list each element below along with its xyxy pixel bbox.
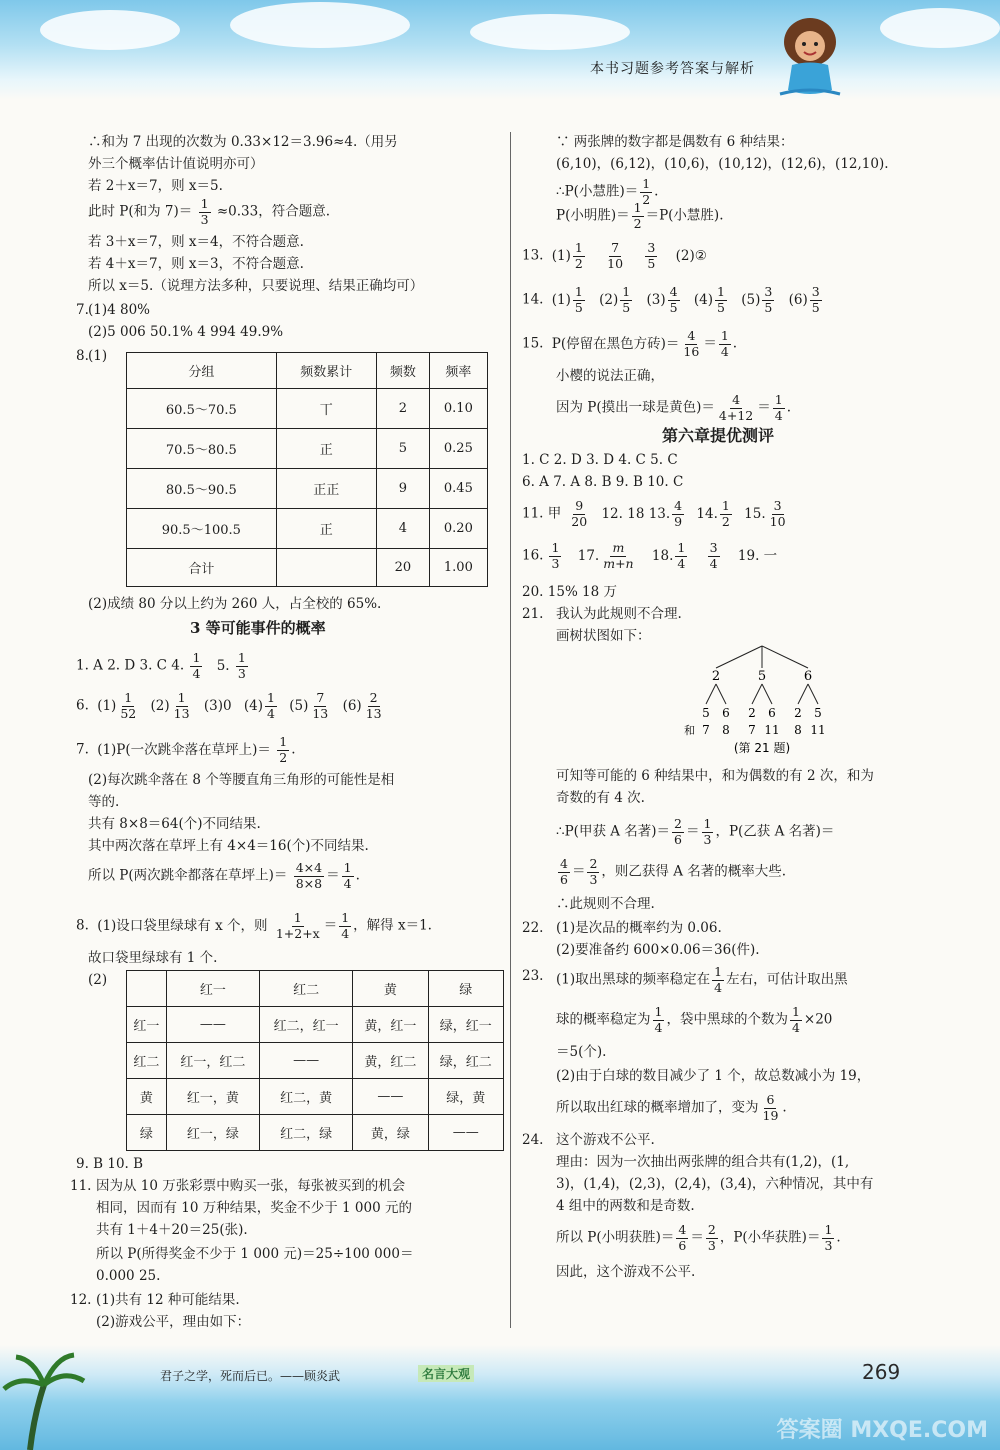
text-line: 所以 P(两次跳伞都落在草坪上)＝ $\frac{4\times 4}{8\times 8}$ ＝ $\frac{1}{4}$ . <box>88 860 360 891</box>
tree-branch <box>808 684 818 704</box>
tree-node: 2 <box>711 669 721 684</box>
text-line: 15. P(停留在黑色方砖)＝ $\frac{4}{16}$ ＝ $\frac{1}{4}$ . <box>522 328 738 359</box>
tree-caption: (第 21 题) <box>733 741 791 755</box>
text-line: 6. (1) $\frac{1}{52}$ (2) $\frac{1}{13}$ (3)0 (4) $\frac{1}{4}$ (5) $\frac{7}{13}$ (6) $\frac{2}{13}$ <box>76 690 382 721</box>
text-line: 所以 x＝5.（说理方法多种，只要说理、结果正确均可） <box>88 278 424 294</box>
text-line: 13. (1) $\frac{1}{2}$ $\frac{7}{10}$ $\frac{3}{5}$ (2)② <box>522 240 707 271</box>
text-line: 所以取出红球的概率增加了，变为 $\frac{6}{19}$ . <box>556 1092 787 1123</box>
text-line: 我认为此规则不合理. <box>556 606 682 622</box>
question-number: 22. <box>522 920 544 936</box>
text-line: 共有 8×8＝64(个)不同结果. <box>88 816 261 832</box>
tree-branch <box>798 684 808 704</box>
text-line: 理由：因为一次抽出两张牌的组合共有(1,2)，(1, <box>556 1154 850 1170</box>
header-title: 本书习题参考答案与解析 <box>590 61 755 77</box>
text-line: 3)，(1,4)，(2,3)，(2,4)，(3,4)，六种情况，其中有 <box>556 1176 874 1192</box>
text-line: 所以 P(所得奖金不少于 1 000 元)＝25÷100 000＝ <box>96 1246 414 1262</box>
tree-sum: 11 <box>764 723 780 737</box>
text-line: 6. A 7. A 8. B 9. B 10. C <box>522 474 684 490</box>
tree-node: 5 <box>757 669 767 684</box>
text-line: ∴P(小慧胜)＝ $\frac{1}{2}$ . <box>556 176 659 207</box>
text-line: 小樱的说法正确， <box>556 368 664 384</box>
text-line: (1)4 80% <box>88 302 151 318</box>
table-row: 绿 红一，绿 红二，绿 黄，绿 —— <box>127 1115 504 1151</box>
tree-node: 5 <box>702 706 710 720</box>
text-line: (1)共有 12 种可能结果. <box>96 1292 240 1308</box>
question-number: 21. <box>522 606 544 622</box>
text-line: 0.000 25. <box>96 1268 161 1284</box>
question-number: 11. <box>70 1178 92 1194</box>
text-line: ∴此规则不合理. <box>556 896 655 912</box>
cloud-decoration <box>470 14 630 50</box>
cloud-decoration <box>880 8 1000 48</box>
text-line: 8. (1)设口袋里绿球有 x 个，则 $\frac{1}{1+2+x}$ ＝ $\frac{1}{4}$ ，解得 x＝1. <box>76 910 432 941</box>
text-line: (2)游戏公平，理由如下： <box>96 1314 251 1330</box>
table-header: 频率 <box>429 353 487 389</box>
tree-sum: 7 <box>748 723 756 737</box>
text-line: 这个游戏不公平. <box>556 1132 655 1148</box>
table-row: 黄 红一，黄 红二，黄 —— 绿，黄 <box>127 1079 504 1115</box>
page-header <box>0 0 1000 100</box>
text-line: 1. A 2. D 3. C 4. $\frac{1}{4}$ 5. $\frac{1}{3}$ <box>76 650 246 681</box>
text-line: 可知等可能的 6 种结果中，和为偶数的有 2 次，和为 <box>556 768 874 784</box>
table-row: 红一 —— 红二，红一 黄，红一 绿，红一 <box>127 1007 504 1043</box>
text-line: (2)要准备约 600×0.06＝36(件). <box>556 942 760 958</box>
text-line: 此时 P(和为 7)＝ $\frac{1}{3}$ ≈0.33，符合题意. <box>88 196 331 227</box>
question-number: 23. <box>522 968 544 984</box>
footer-brand: 名言大观 <box>418 1365 474 1382</box>
text-line: 因此，这个游戏不公平. <box>556 1264 696 1280</box>
text-line: (2)成绩 80 分以上约为 260 人，占全校的 65%. <box>88 596 382 612</box>
text-line: 4 组中的两数和是奇数. <box>556 1198 695 1214</box>
watermark: 答案圈 MXQE.COM <box>776 1418 988 1443</box>
text-line: (2)由于白球的数目减少了 1 个，故总数减小为 19， <box>556 1068 871 1084</box>
table-row: 60.5～70.5 丅 2 0.10 <box>127 389 488 429</box>
table-header: 分组 <box>127 353 277 389</box>
text-line: 画树状图如下： <box>556 628 651 644</box>
text-line: 若 2＋x＝7，则 x＝5. <box>88 178 223 194</box>
footer-quote: 君子之学，死而后已。——顾炎武 <box>160 1369 341 1383</box>
text-line: 9. B 10. B <box>76 1156 144 1172</box>
table-row: 90.5～100.5 正 4 0.20 <box>127 509 488 549</box>
text-line: 1. C 2. D 3. D 4. C 5. C <box>522 452 678 468</box>
text-line: (2) <box>88 972 108 988</box>
text-line: 14. (1) $\frac{1}{5}$ (2) $\frac{1}{5}$ (3) $\frac{4}{5}$ (4) $\frac{1}{5}$ (5) $\frac{3}{5}$ (6) $\frac{3}{5}$ <box>522 284 820 315</box>
text-line: 奇数的有 4 次. <box>556 790 645 806</box>
table-row: 红二 红一，红二 —— 黄，红二 绿，红二 <box>127 1043 504 1079</box>
text-line: 11. 甲 $\frac{9}{20}$ 12. 18 13. $\frac{4}{9}$ 14. $\frac{1}{2}$ 15. $\frac{3}{10}$ <box>522 498 786 529</box>
fraction: $\frac{1}{3}$ <box>200 196 209 227</box>
tree-sum: 8 <box>722 723 730 737</box>
text-line: P(小明胜)＝ $\frac{1}{2}$ ＝P(小慧胜). <box>556 200 724 231</box>
text-line: 其中两次落在草坪上有 4×4＝16(个)不同结果. <box>88 838 369 854</box>
tree-node: 6 <box>722 706 730 720</box>
page-footer <box>0 1345 1000 1450</box>
text-line: $\frac{4}{6}$ ＝ $\frac{2}{3}$ ，则乙获得 A 名著的概率大些. <box>560 856 787 887</box>
question-number: 7. <box>76 302 89 318</box>
cloud-decoration <box>40 10 180 50</box>
text-line: ＝5(个). <box>556 1044 607 1060</box>
ball-draw-table: 红一 红二 黄 绿 红一 —— 红二，红一 黄，红一 绿，红一 红二 红一，红二 —— 黄，红二 绿，红二 黄 红一，黄 红二，黄 —— 绿，黄 绿 红一，绿 红二，绿 黄，绿 —— <box>126 970 504 1151</box>
tree-branch <box>716 646 762 668</box>
table-row: 80.5～90.5 正正 9 0.45 <box>127 469 488 509</box>
question-number: 12. <box>70 1292 92 1308</box>
text-line: (2)每次跳伞落在 8 个等腰直角三角形的可能性是相 <box>88 772 395 788</box>
text-line: 所以 P(小明获胜)＝ $\frac{4}{6}$ ＝ $\frac{2}{3}$ ，P(小华获胜)＝ $\frac{1}{3}$ . <box>556 1222 841 1253</box>
table-header: 频数累计 <box>276 353 376 389</box>
table-row: 70.5～80.5 正 5 0.25 <box>127 429 488 469</box>
tree-branch <box>762 684 772 704</box>
tree-sum: 11 <box>810 723 826 737</box>
text-line: 16. $\frac{1}{3}$ 17. $\frac{m}{m+n}$ 18. $\frac{1}{4}$ $\frac{3}{4}$ 19. 一 <box>522 540 778 571</box>
page-number: 269 <box>862 1360 901 1384</box>
frequency-table <box>126 352 488 587</box>
section-heading: 3 等可能事件的概率 <box>190 619 326 637</box>
text-line: ∴P(甲获 A 名著)＝ $\frac{2}{6}$ ＝ $\frac{1}{3}$ ，P(乙获 A 名著)＝ <box>556 816 835 847</box>
table-header: 频数 <box>376 353 429 389</box>
tree-branch <box>716 684 726 704</box>
text-line: 若 3＋x＝7，则 x＝4，不符合题意. <box>88 234 304 250</box>
text-line: 相同，因而有 10 万种结果，奖金不少于 1 000 元的 <box>96 1200 412 1216</box>
question-number: 8. <box>76 348 89 364</box>
mascot-girl-icon <box>770 10 850 100</box>
text-line: ∴和为 7 出现的次数为 0.33×12＝3.96≈4.（用另 <box>88 134 398 150</box>
question-number: 24. <box>522 1132 544 1148</box>
chapter-heading: 第六章提优测评 <box>662 426 775 445</box>
tree-branch <box>752 684 762 704</box>
text-line: 若 4＋x＝7，则 x＝3，不符合题意. <box>88 256 304 272</box>
text-line: 等的. <box>88 794 120 810</box>
text-line: (1)取出黑球的频率稳定在 $\frac{1}{4}$ 左右，可估计取出黑 <box>556 964 848 995</box>
tree-node: 5 <box>814 706 822 720</box>
text-line: (2)5 006 50.1% 4 994 49.9% <box>88 324 284 340</box>
text-line: 因为从 10 万张彩票中购买一张，每张被买到的机会 <box>96 1178 406 1194</box>
tree-sum: 8 <box>794 723 802 737</box>
text-line: 7. (1)P(一次跳伞落在草坪上)＝ $\frac{1}{2}$ . <box>76 734 296 765</box>
tree-branch <box>706 684 716 704</box>
tree-node: 6 <box>768 706 776 720</box>
tree-sum-label: 和 <box>684 724 695 737</box>
tree-branch <box>762 646 808 668</box>
palm-tree-icon <box>0 1345 90 1450</box>
text-line: 外三个概率估计值说明亦可） <box>88 156 264 172</box>
cloud-decoration <box>230 2 410 48</box>
text-line: 球的概率稳定为 $\frac{1}{4}$ ，袋中黑球的个数为 $\frac{1}{4}$ ×20 <box>556 1004 833 1035</box>
text-line: 故口袋里绿球有 1 个. <box>88 950 218 966</box>
text-line: 因为 P(摸出一球是黄色)＝ $\frac{4}{4+12}$ ＝ $\frac{1}{4}$ . <box>556 392 792 423</box>
tree-node: 2 <box>794 706 802 720</box>
text-line: 共有 1＋4＋20＝25(张). <box>96 1222 248 1238</box>
tree-sum: 7 <box>702 723 710 737</box>
text-line: ∵ 两张牌的数字都是偶数有 6 种结果： <box>556 134 794 150</box>
tree-diagram <box>680 644 850 764</box>
column-divider <box>510 132 511 1328</box>
table-row: 合计 20 1.00 <box>127 549 488 587</box>
text-line: (6,10)，(6,12)，(10,6)，(10,12)，(12,6)，(12,10). <box>556 156 889 172</box>
tree-node: 6 <box>803 669 813 684</box>
text-line: (1) <box>88 348 108 364</box>
text-line: 20. 15% 18 万 <box>522 584 618 600</box>
tree-node: 2 <box>748 706 756 720</box>
text-line: (1)是次品的概率约为 0.06. <box>556 920 722 936</box>
